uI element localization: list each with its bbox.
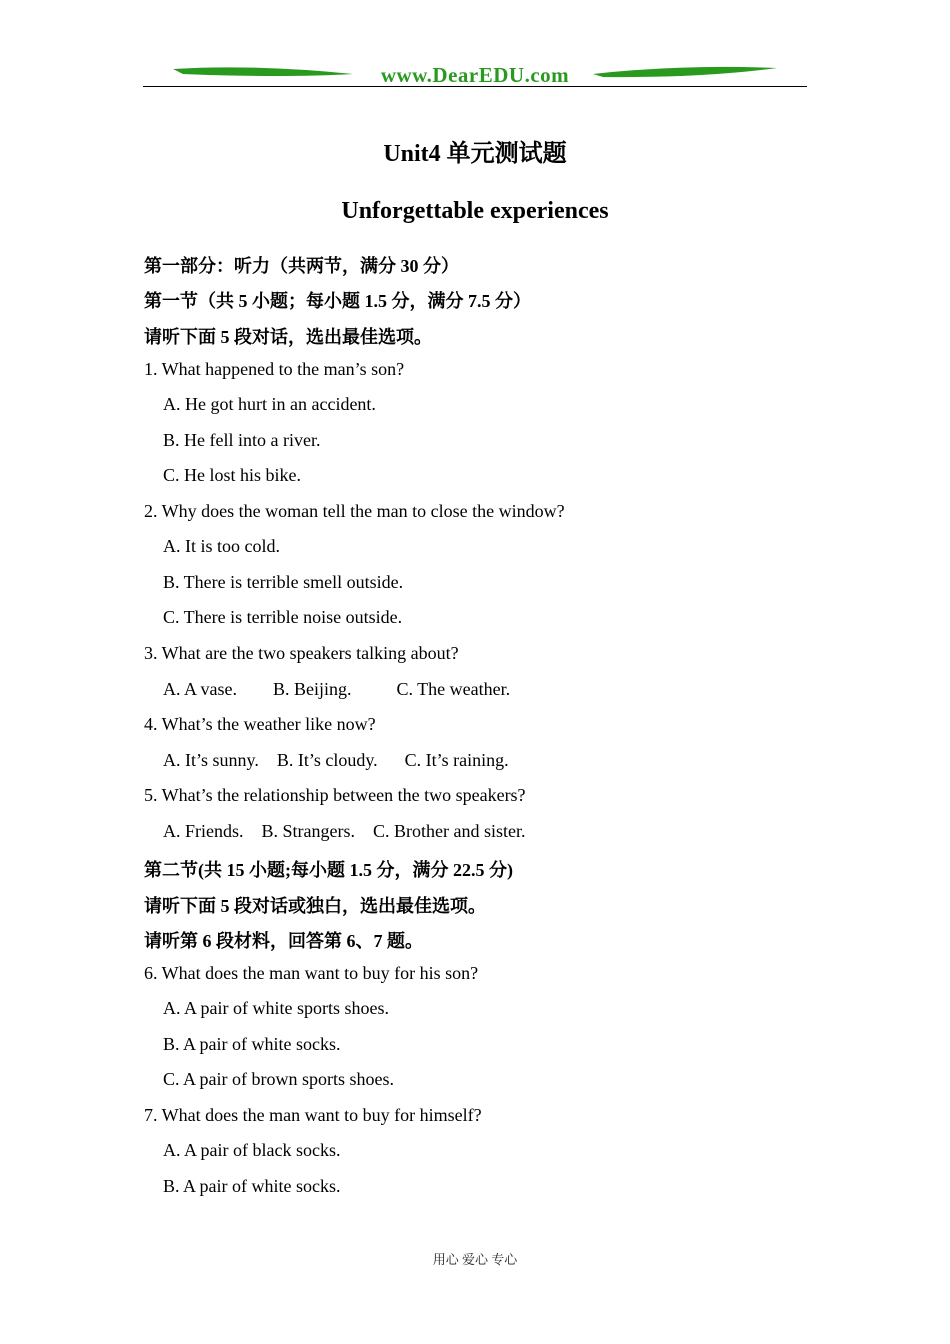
section-heading: 第一部分：听力（共两节，满分 30 分） [144, 256, 459, 276]
instruction: 请听下面 5 段对话，选出最佳选项。 [144, 327, 432, 347]
answer-options-row: A. A vase. B. Beijing. C. The weather. [163, 679, 511, 699]
answer-options-row: A. It’s sunny. B. It’s cloudy. C. It’s raining. [163, 750, 509, 770]
section-heading: 第二节(共 15 小题;每小题 1.5 分，满分 22.5 分) [144, 860, 513, 880]
question: 6. What does the man want to buy for his son? [144, 963, 479, 983]
question: 7. What does the man want to buy for himself? [144, 1105, 482, 1125]
page-subtitle: Unforgettable experiences [341, 198, 609, 224]
answer-options-row: A. Friends. B. Strangers. C. Brother and sister. [163, 821, 526, 841]
page-title: Unit4 单元测试题 [383, 141, 567, 167]
answer-option: B. He fell into a river. [163, 430, 321, 450]
answer-option: A. A pair of white sports shoes. [163, 998, 389, 1018]
instruction: 请听第 6 段材料，回答第 6、7 题。 [144, 931, 423, 951]
answer-option: C. He lost his bike. [163, 465, 301, 485]
answer-option: C. A pair of brown sports shoes. [163, 1069, 394, 1089]
page-footer: 用心 爱心 专心 [432, 1252, 518, 1267]
answer-option: C. There is terrible noise outside. [163, 607, 403, 627]
question: 5. What’s the relationship between the two speakers? [144, 785, 526, 805]
question: 4. What’s the weather like now? [144, 714, 376, 734]
answer-option: B. A pair of white socks. [163, 1034, 341, 1054]
page-header [143, 60, 807, 90]
answer-option: A. He got hurt in an accident. [163, 394, 376, 414]
answer-option: B. There is terrible smell outside. [163, 572, 404, 592]
question: 1. What happened to the man’s son? [144, 359, 405, 379]
answer-option: A. It is too cold. [163, 536, 280, 556]
header-rule [143, 86, 807, 87]
question: 2. Why does the woman tell the man to close the window? [144, 501, 565, 521]
question: 3. What are the two speakers talking about? [144, 643, 459, 663]
instruction: 请听下面 5 段对话或独白，选出最佳选项。 [144, 896, 486, 916]
answer-option: A. A pair of black socks. [163, 1140, 341, 1160]
section-heading: 第一节（共 5 小题；每小题 1.5 分，满分 7.5 分） [144, 291, 531, 311]
answer-option: B. A pair of white socks. [163, 1176, 341, 1196]
site-logo-text[interactable]: www.DearEDU.com [380, 63, 570, 87]
